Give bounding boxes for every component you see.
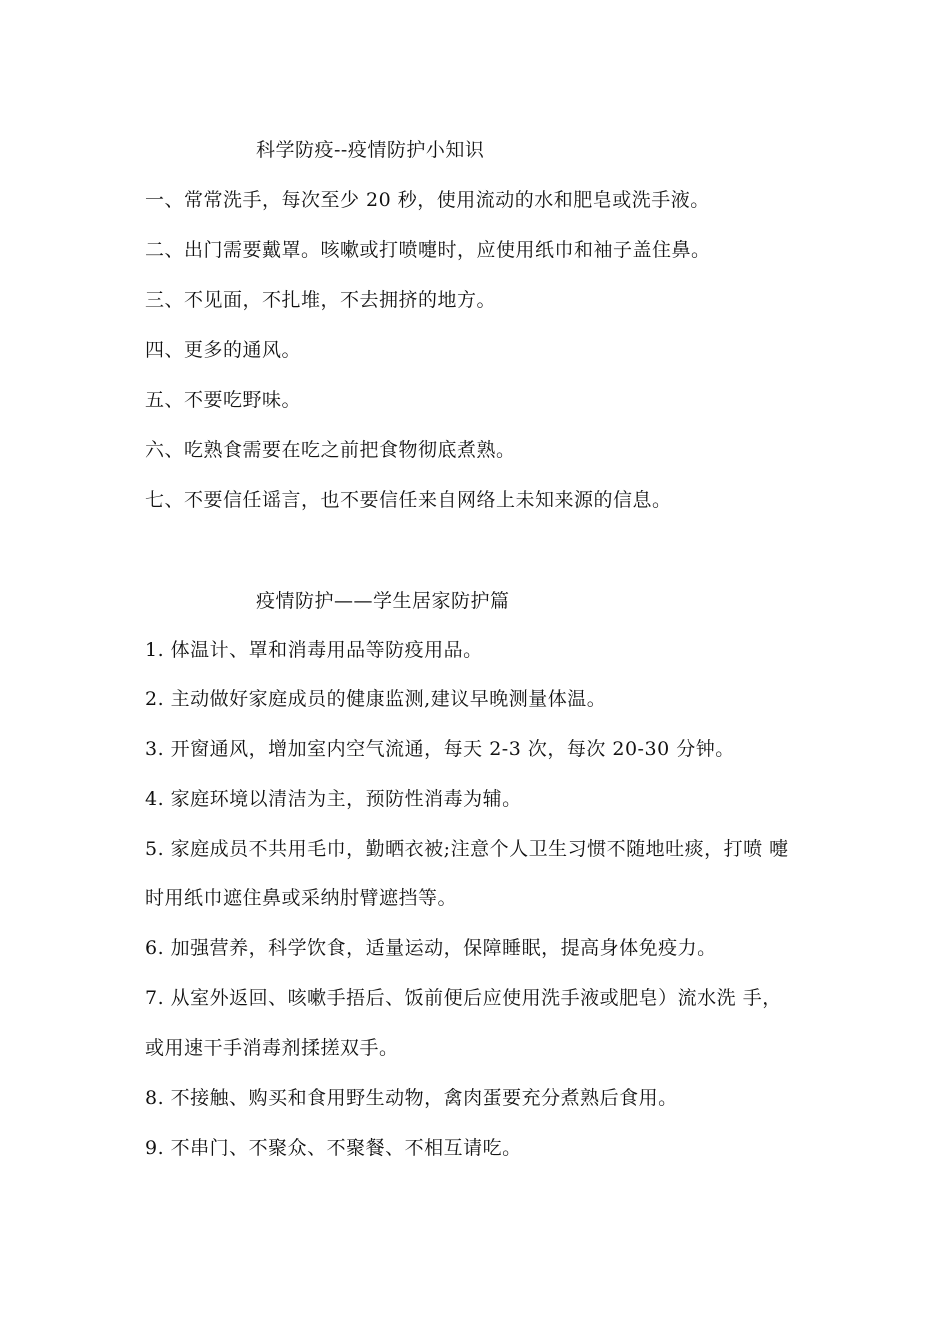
section-1-title: 科学防疫--疫情防护小知识 [256, 139, 485, 161]
section-2-item: 1. 体温计、罩和消毒用品等防疫用品。 [145, 639, 483, 661]
section-1-item: 一、常常洗手，每次至少 20 秒，使用流动的水和肥皂或洗手液。 [145, 189, 710, 211]
section-1-item: 七、不要信任谣言，也不要信任来自网络上未知来源的信息。 [145, 489, 672, 511]
section-1-item: 六、吃熟食需要在吃之前把食物彻底煮熟。 [145, 439, 516, 461]
section-2-item: 6. 加强营养，科学饮食，适量运动，保障睡眠，提高身体免疫力。 [145, 937, 717, 959]
section-2-item: 9. 不串门、不聚众、不聚餐、不相互请吃。 [145, 1137, 522, 1159]
section-2-title: 疫情防护——学生居家防护篇 [256, 590, 510, 612]
section-1-item: 二、出门需要戴罩。咳嗽或打喷嚏时，应使用纸巾和袖子盖住鼻。 [145, 239, 711, 261]
section-1-item: 三、不见面，不扎堆，不去拥挤的地方。 [145, 289, 497, 311]
section-2-item: 3. 开窗通风，增加室内空气流通，每天 2-3 次，每次 20-30 分钟。 [145, 738, 735, 760]
section-2-item: 时用纸巾遮住鼻或采纳肘臂遮挡等。 [145, 887, 458, 909]
section-2-item: 7. 从室外返回、咳嗽手捂后、饭前便后应使用洗手液或肥皂）流水洗 手， [145, 987, 782, 1009]
section-2-item: 或用速干手消毒剂揉搓双手。 [145, 1037, 399, 1059]
section-2-item: 2. 主动做好家庭成员的健康监测,建议早晚测量体温。 [145, 688, 607, 710]
section-1-item: 五、不要吃野味。 [145, 389, 302, 411]
section-2-item: 4. 家庭环境以清洁为主，预防性消毒为辅。 [145, 788, 522, 810]
section-1-item: 四、更多的通风。 [145, 339, 302, 361]
section-2-item: 8. 不接触、购买和食用野生动物，禽肉蛋要充分煮熟后食用。 [145, 1087, 678, 1109]
section-2-item: 5. 家庭成员不共用毛巾，勤晒衣被;注意个人卫生习惯不随地吐痰，打喷 嚏 [145, 838, 789, 860]
